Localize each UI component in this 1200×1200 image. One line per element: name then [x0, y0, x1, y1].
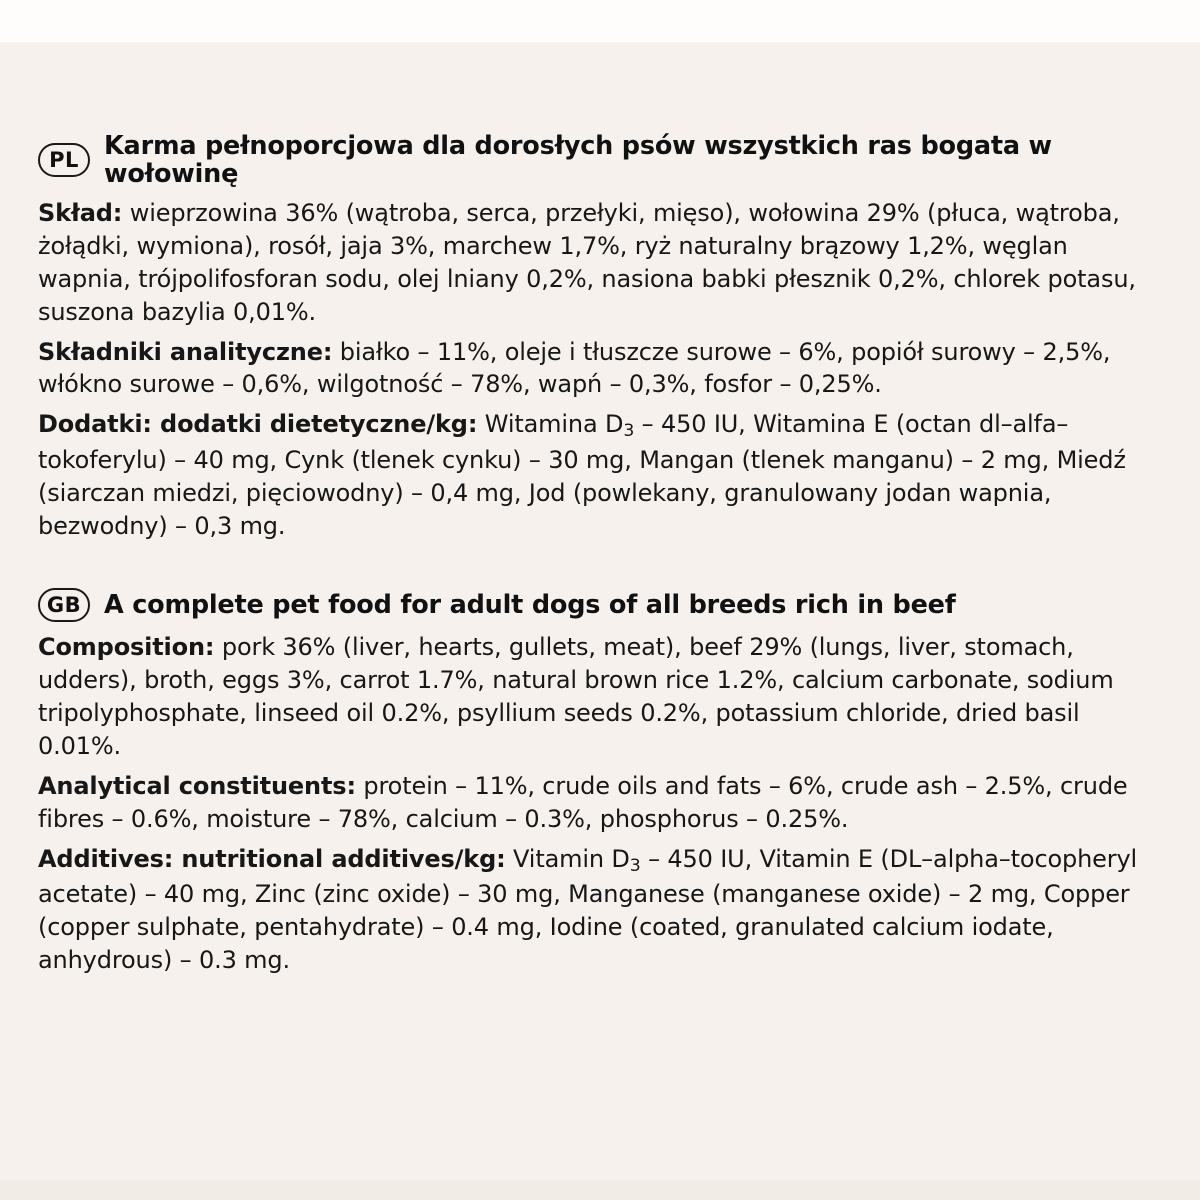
- label-content: [38, 132, 1166, 981]
- gb-additives-label: Additives: nutritional additives/kg:: [38, 844, 506, 873]
- section-pl-heading: Karma pełnoporcjowa dla dorosłych psów wszystkich ras bogata w wołowinę: [104, 131, 1052, 190]
- gb-composition-paragraph: [38, 631, 1166, 763]
- pl-additives-text: Witamina $D_3 - 450$ IU, Witamina E (octan dl–alfa–tokoferylu) – 40 mg, Cynk (tlenek cynku) – 30 mg, Mangan (tlenek manganu) – 2 mg, Miedź (siarczan miedzi, pięciowodny) – 0,4 mg, Jod (powlekany, granulowany jodan wapnia, bezwodny) – 0,3 mg.: [38, 410, 1126, 540]
- language-badge-pl: PL: [38, 143, 90, 177]
- gb-composition-label: Composition:: [38, 633, 215, 662]
- section-gb-heading: A complete pet food for adult dogs of all breeds rich in beef: [104, 590, 956, 621]
- pl-composition-text: wieprzowina 36% (wątroba, serca, przełyki, mięso), wołowina 29% (płuca, wątroba, żołądki, wymiona), rosół, jaja 3%, marchew 1,7%, ryż naturalny brązowy 1,2%, węglan wapnia, trójpolifosforan sodu, olej lniany 0,2%, nasiona babki płesznik 0,2%, chlorek potasu, suszona bazylia 0,01%.: [38, 199, 1136, 326]
- pl-analytical-text: białko – 11%, oleje i tłuszcze surowe – 6%, popiół surowy – 2,5%, włókno surowe – 0,6%, wilgotność – 78%, wapń – 0,3%, fosfor – 0,25%.: [38, 337, 1111, 399]
- pl-composition-label: Skład:: [38, 199, 123, 228]
- paper-edge-bottom: [0, 1180, 1200, 1200]
- pl-composition-paragraph: [38, 197, 1166, 329]
- gb-analytical-text: protein – 11%, crude oils and fats – 6%, crude ash – 2.5%, crude fibres – 0.6%, moisture – 78%, calcium – 0.3%, phosphorus – 0.25%.: [38, 771, 1128, 833]
- pl-analytical-label: Składniki analityczne:: [38, 337, 333, 366]
- section-pl: [38, 132, 1166, 542]
- pl-analytical-paragraph: [38, 336, 1166, 402]
- paper-edge-top: [0, 0, 1200, 42]
- section-gb-header: [38, 588, 1166, 622]
- pl-additives-paragraph: [38, 408, 1166, 542]
- gb-analytical-paragraph: [38, 770, 1166, 836]
- gb-additives-paragraph: [38, 843, 1166, 977]
- section-gb: [38, 588, 1166, 976]
- section-pl-header: [38, 132, 1166, 188]
- pl-additives-label: Dodatki: dodatki dietetyczne/kg:: [38, 410, 478, 439]
- language-badge-gb: GB: [38, 588, 90, 622]
- gb-analytical-label: Analytical constituents:: [38, 771, 356, 800]
- gb-additives-text: Vitamin $D_3 - 450$ IU, Vitamin E (DL–alpha–tocopheryl acetate) – 40 mg, Zinc (zinc oxide) – 30 mg, Manganese (manganese oxide) – 2 mg, Copper (copper sulphate, pentahydrate) – 0.4 mg, Iodine (coated, granulated calcium iodate, anhydrous) – 0.3 mg.: [38, 844, 1138, 974]
- gb-composition-text: pork 36% (liver, hearts, gullets, meat), beef 29% (lungs, liver, stomach, udders), broth, eggs 3%, carrot 1.7%, natural brown rice 1.2%, calcium carbonate, sodium tripolyphosphate, linseed oil 0.2%, psyllium seeds 0.2%, potassium chloride, dried basil 0.01%.: [38, 633, 1114, 761]
